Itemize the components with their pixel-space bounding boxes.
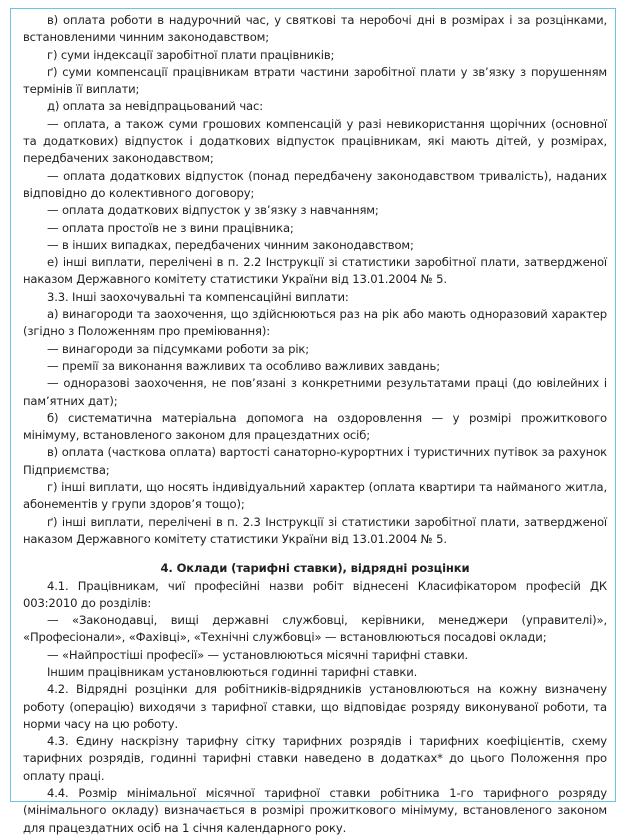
paragraph: — винагороди за підсумками роботи за рік; [47, 341, 309, 356]
paragraph: в) оплата роботи в надурочний час, у святкові та неробочі дні в розмірах і за розцінками, встановленими чинним законодавством; [23, 13, 607, 45]
paragraph: е) інші виплати, перелічені в п. 2.2 Інструкції зі статистики заробітної плати, затвердженої наказом Державного комітету статистики України від 13.01.2004 № 5. [23, 255, 607, 287]
paragraph: д) оплата за невідпрацьований час: [47, 99, 263, 114]
paragraph: б) систематична матеріальна допомога на оздоровлення — у розмірі прожиткового мінімуму, встановленого законом для працездатних осіб; [23, 410, 607, 443]
paragraph: 4.1. Працівникам, чиї професійні назви робіт віднесені Класифікатором професій ДК 003:2010 до розділів: [23, 578, 607, 610]
document-page [10, 8, 616, 835]
paragraph: 4.3. Єдину наскрізну тарифну сітку тарифних розрядів і тарифних коефіцієнтів, схему тарифних розрядів, годинні тарифні ставки наведено в додатках* до цього Положення про оплату праці. [23, 734, 607, 783]
paragraph: ґ) інші виплати, перелічені в п. 2.3 Інструкції зі статистики заробітної плати, затвердженої наказом Державного комітету статистики України від 13.01.2004 № 5. [23, 514, 607, 546]
paragraph: 4.4. Розмір мінімальної місячної тарифної ставки робітника 1-го тарифного розряду (мінімального окладу) визначається в розмірі прожиткового мінімуму, встановленого законом для працездатних осіб на 1 січня календарного року. [23, 786, 607, 835]
paragraph: Іншим працівникам установлюються годинні тарифні ставки. [47, 664, 418, 679]
document-body [23, 12, 607, 837]
paragraph: — оплата простоїв не з вини працівника; [47, 220, 294, 235]
paragraph: г) інші виплати, що носять індивідуальний характер (оплата квартири та найманого житла, абонементів у групи здоров’я тощо); [23, 480, 607, 512]
paragraph: — одноразові заохочення, не пов’язані з конкретними результатами праці (до ювілейних і пам’ятних дат); [23, 376, 607, 408]
paragraph: — «Найпростіші професії» — установлюються місячні тарифні ставки. [47, 647, 469, 662]
section-3-continuation [23, 12, 607, 548]
section-4-body [23, 578, 607, 837]
paragraph: — в інших випадках, передбачених чинним законодавством; [47, 237, 414, 252]
paragraph: — оплата додаткових відпусток (понад передбачену законодавством тривалість), наданих відповідно до колективного договору; [23, 168, 607, 200]
section-4-heading: 4. Оклади (тарифні ставки), відрядні розцінки [160, 561, 470, 576]
paragraph: 4.2. Відрядні розцінки для робітників-відрядників установлюються на кожну визначену роботу (операцію) виходячи з тарифної ставки, що відповідає розряду виконуваної роботи, та норми часу на цю роботу. [23, 682, 607, 731]
paragraph: г) суми індексації заробітної плати працівників; [47, 47, 335, 62]
paragraph: — оплата додаткових відпусток у зв’язку з навчанням; [47, 203, 379, 218]
paragraph: ґ) суми компенсації працівникам втрати частини заробітної плати у зв’язку з порушенням термінів її виплати; [23, 64, 607, 97]
paragraph: 3.3. Інші заохочувальні та компенсаційні виплати: [47, 289, 349, 304]
paragraph: а) винагороди та заохочення, що здійснюються раз на рік або мають одноразовий характер (згідно з Положенням про преміювання): [23, 307, 607, 339]
paragraph: — оплата, а також суми грошових компенсацій у разі невикористання щорічних (основної та додаткових) відпусток і додаткових відпусток працівникам, які мають дітей, у розмірах, передбачених законодавством; [23, 116, 607, 166]
paragraph: в) оплата (часткова оплата) вартості санаторно-курортних і туристичних путівок за рахунок Підприємства; [23, 445, 607, 477]
paragraph: — «Законодавці, вищі державні службовці, керівники, менеджери (управителі)», «Професіонали», «Фахівці», «Технічні службовці» — встановлюються посадові оклади; [23, 613, 607, 645]
paragraph: — премії за виконання важливих та особливо важливих завдань; [47, 358, 440, 373]
